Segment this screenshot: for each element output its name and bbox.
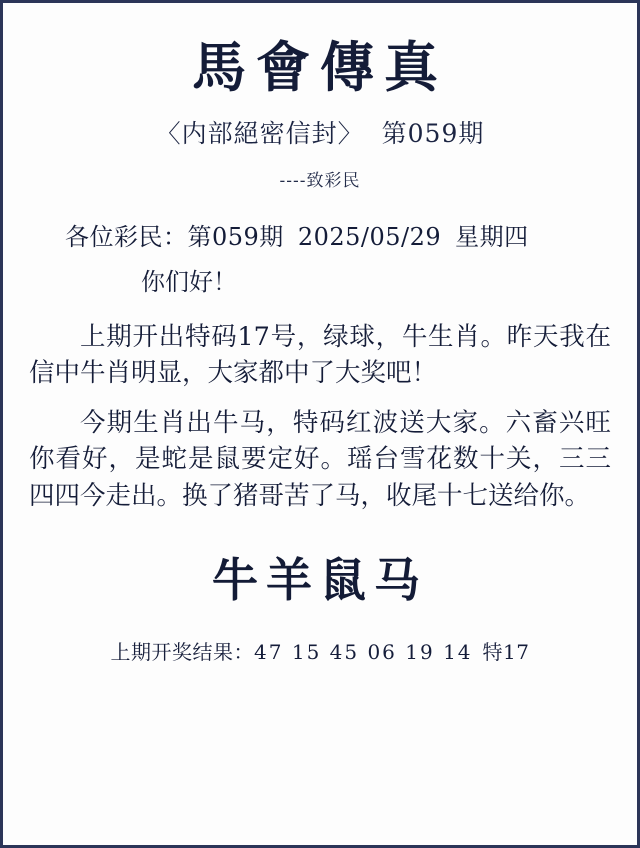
lucky-animals: 牛羊鼠马 xyxy=(212,552,428,607)
subtitle-row xyxy=(29,114,611,150)
body-text xyxy=(29,319,611,514)
greeting-weekday: 星期四 xyxy=(455,222,529,251)
result-label: 上期开奖结果： xyxy=(110,639,255,664)
dedication-text: ----致彩民 xyxy=(279,170,361,191)
greeting-issue: 第059期 xyxy=(187,222,284,251)
greeting-prefix: 各位彩民： xyxy=(65,222,188,251)
greeting-date: 2025/05/29 xyxy=(297,222,442,251)
greeting-hello: 你们好！ xyxy=(141,267,237,296)
greeting-line xyxy=(29,217,611,252)
result-numbers: 47 15 45 06 19 14 xyxy=(254,639,473,664)
page-title: 馬會傳真 xyxy=(192,35,448,99)
poster-content xyxy=(3,3,637,845)
previous-result xyxy=(29,636,611,665)
secret-envelope-label: 〈内部絕密信封〉 xyxy=(155,118,364,148)
result-special-number: 特17 xyxy=(482,639,530,664)
issue-number: 第059期 xyxy=(381,118,485,148)
paragraph-one: 上期开出特码17号，绿球，牛生肖。昨天我在信中牛肖明显，大家都中了大奖吧！ xyxy=(29,321,611,388)
paragraph-two: 今期生肖出牛马，特码红波送大家。六畜兴旺你看好，是蛇是鼠要定好。瑶台雪花数十关，三三四四今走出。换了猪哥苦了马，收尾十七送给你。 xyxy=(29,408,611,511)
